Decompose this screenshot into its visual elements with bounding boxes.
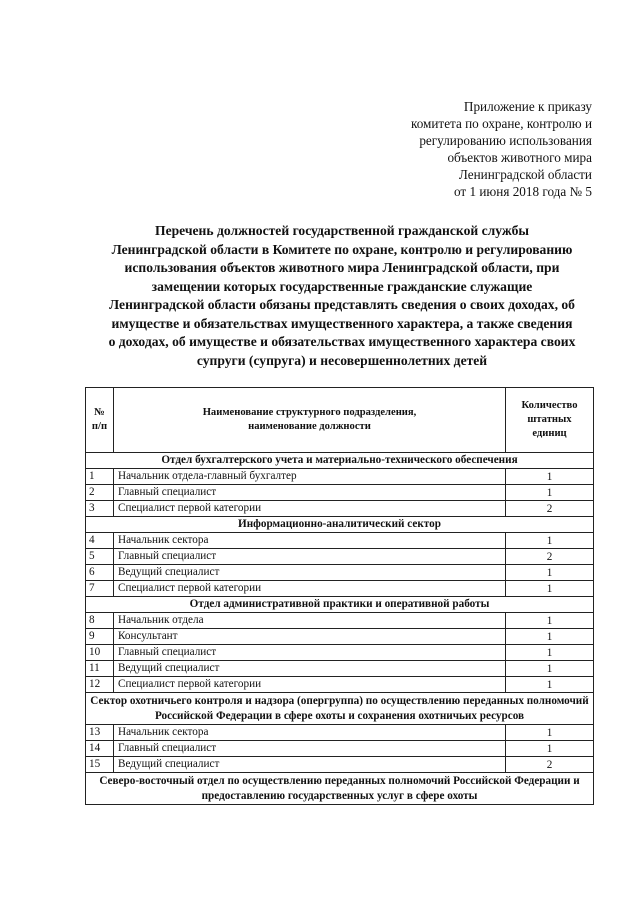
row-number: 3	[86, 501, 114, 517]
section-row	[86, 773, 594, 805]
table-row	[86, 677, 594, 693]
section-row	[86, 693, 594, 725]
position-name: Начальник сектора	[114, 725, 506, 741]
table-row	[86, 613, 594, 629]
staff-count: 1	[506, 613, 594, 629]
staff-count: 2	[506, 501, 594, 517]
title-line: супруги (супруга) и несовершеннолетних детей	[196, 352, 488, 368]
row-number: 15	[86, 757, 114, 773]
staff-count: 1	[506, 469, 594, 485]
section-title: Информационно-аналитический сектор	[86, 517, 594, 533]
column-header-quantity: Количество штатных единиц	[506, 388, 594, 453]
approval-line: комитета по охране, контролю и	[410, 116, 592, 131]
table-row	[86, 757, 594, 773]
approval-stamp-block	[411, 98, 592, 200]
staff-count: 1	[506, 565, 594, 581]
section-title: Северо-восточный отдел по осуществлению переданных полномочий Российской Федерации и предоставлению государственных услуг в сфере охоты	[86, 773, 594, 805]
section-row	[86, 597, 594, 613]
table-row	[86, 485, 594, 501]
table-row	[86, 741, 594, 757]
staff-count: 2	[506, 549, 594, 565]
position-name: Ведущий специалист	[114, 757, 506, 773]
position-name: Главный специалист	[114, 549, 506, 565]
title-line: Перечень должностей государственной гражданской службы	[155, 223, 529, 238]
table-row	[86, 629, 594, 645]
section-row	[86, 453, 594, 469]
position-name: Начальник отдела	[114, 613, 506, 629]
position-name: Начальник сектора	[114, 533, 506, 549]
staff-count: 1	[506, 741, 594, 757]
position-name: Главный специалист	[114, 741, 506, 757]
document-title	[80, 222, 604, 370]
staff-count: 1	[506, 485, 594, 501]
approval-line: Ленинградской области	[458, 167, 592, 182]
row-number: 9	[86, 629, 114, 645]
table-row	[86, 645, 594, 661]
staff-count: 1	[506, 677, 594, 693]
staff-count: 1	[506, 581, 594, 597]
position-name: Специалист первой категории	[114, 501, 506, 517]
position-name: Главный специалист	[114, 485, 506, 501]
table-row	[86, 469, 594, 485]
table-header-row	[86, 388, 594, 453]
position-name: Специалист первой категории	[114, 677, 506, 693]
title-line: замещении которых государственные гражданские служащие	[151, 278, 533, 294]
row-number: 8	[86, 613, 114, 629]
position-name: Консультант	[114, 629, 506, 645]
row-number: 5	[86, 549, 114, 565]
column-header-number: № п/п	[86, 388, 114, 453]
section-title: Сектор охотничьего контроля и надзора (опергруппа) по осуществлению переданных полномочий Российской Федерации в сфере охоты и сохранения охотничьих ресурсов	[86, 693, 594, 725]
table-row	[86, 661, 594, 677]
table-body	[86, 453, 594, 805]
row-number: 1	[86, 469, 114, 485]
row-number: 4	[86, 533, 114, 549]
staff-count: 1	[506, 533, 594, 549]
title-line: имуществе и обязательствах имущественного характера, а также сведения	[111, 315, 573, 331]
title-line: о доходах, об имуществе и обязательствах имущественного характера своих	[108, 334, 576, 349]
table-row	[86, 725, 594, 741]
column-header-position: Наименование структурного подразделения, наименование должности	[114, 388, 506, 453]
staff-count: 1	[506, 661, 594, 677]
section-row	[86, 517, 594, 533]
table-row	[86, 533, 594, 549]
staff-count: 2	[506, 757, 594, 773]
approval-line: Приложение к приказу	[463, 99, 592, 114]
table-row	[86, 549, 594, 565]
row-number: 7	[86, 581, 114, 597]
approval-line: от 1 июня 2018 года № 5	[454, 184, 592, 199]
position-name: Ведущий специалист	[114, 565, 506, 581]
row-number: 6	[86, 565, 114, 581]
position-name: Ведущий специалист	[114, 661, 506, 677]
staff-count: 1	[506, 629, 594, 645]
title-line: Ленинградской области обязаны представлять сведения о своих доходах, об	[109, 297, 575, 312]
section-title: Отдел административной практики и оперативной работы	[86, 597, 594, 613]
row-number: 13	[86, 725, 114, 741]
positions-table	[85, 387, 594, 805]
approval-line: регулированию использования	[419, 133, 592, 148]
table-row	[86, 581, 594, 597]
row-number: 14	[86, 741, 114, 757]
row-number: 12	[86, 677, 114, 693]
row-number: 11	[86, 661, 114, 677]
staff-count: 1	[506, 645, 594, 661]
position-name: Начальник отдела-главный бухгалтер	[114, 469, 506, 485]
row-number: 2	[86, 485, 114, 501]
title-line: Ленинградской области в Комитете по охране, контролю и регулированию	[111, 241, 573, 257]
position-name: Главный специалист	[114, 645, 506, 661]
table-row	[86, 565, 594, 581]
row-number: 10	[86, 645, 114, 661]
approval-line: объектов животного мира	[447, 150, 592, 165]
section-title: Отдел бухгалтерского учета и материально-технического обеспечения	[86, 453, 594, 469]
title-line: использования объектов животного мира Ленинградской области, при	[124, 260, 560, 275]
staff-count: 1	[506, 725, 594, 741]
table-row	[86, 501, 594, 517]
position-name: Специалист первой категории	[114, 581, 506, 597]
